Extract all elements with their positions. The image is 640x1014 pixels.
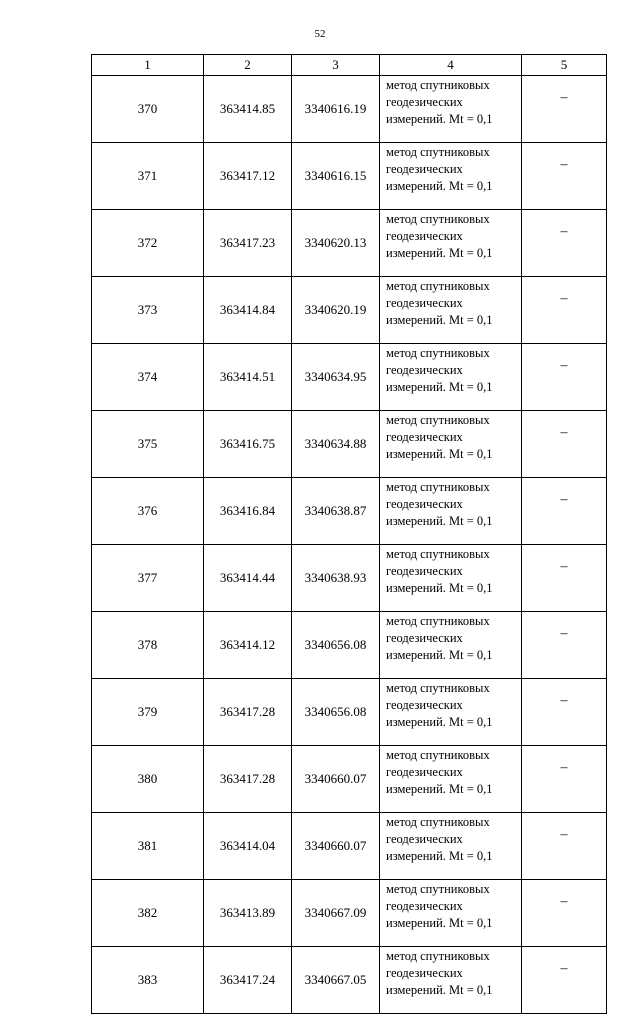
y-coordinate-cell: 3340660.07: [292, 746, 380, 813]
method-line-1: метод спутниковых: [386, 949, 490, 963]
header-col-2: 2: [204, 55, 292, 76]
table-row: [92, 545, 607, 612]
method-cell: [380, 880, 522, 947]
method-cell: [380, 411, 522, 478]
table-row: [92, 478, 607, 545]
method-line-1: метод спутниковых: [386, 681, 490, 695]
method-line-3: измерений. Mt = 0,1: [386, 380, 493, 394]
col5-cell: –: [522, 76, 607, 143]
table-row: [92, 277, 607, 344]
point-number-cell: 373: [92, 277, 204, 344]
header-col-5: 5: [522, 55, 607, 76]
y-coordinate-cell: 3340667.05: [292, 947, 380, 1014]
method-line-2: геодезических: [386, 899, 463, 913]
x-coordinate-cell: 363417.28: [204, 679, 292, 746]
method-line-2: геодезических: [386, 564, 463, 578]
col5-cell: –: [522, 210, 607, 277]
x-coordinate-cell: 363414.51: [204, 344, 292, 411]
y-coordinate-cell: 3340660.07: [292, 813, 380, 880]
method-cell: [380, 210, 522, 277]
point-number-cell: 372: [92, 210, 204, 277]
col5-cell: –: [522, 277, 607, 344]
point-number-cell: 378: [92, 612, 204, 679]
method-line-3: измерений. Mt = 0,1: [386, 246, 493, 260]
x-coordinate-cell: 363417.24: [204, 947, 292, 1014]
method-line-3: измерений. Mt = 0,1: [386, 514, 493, 528]
x-coordinate-cell: 363417.23: [204, 210, 292, 277]
header-col-4: 4: [380, 55, 522, 76]
point-number-cell: 370: [92, 76, 204, 143]
point-number-cell: 383: [92, 947, 204, 1014]
col5-cell: –: [522, 143, 607, 210]
x-coordinate-cell: 363417.12: [204, 143, 292, 210]
method-line-1: метод спутниковых: [386, 547, 490, 561]
header-col-1: 1: [92, 55, 204, 76]
y-coordinate-cell: 3340620.19: [292, 277, 380, 344]
page-number: 52: [314, 28, 326, 40]
method-line-3: измерений. Mt = 0,1: [386, 782, 493, 796]
method-line-3: измерений. Mt = 0,1: [386, 648, 493, 662]
y-coordinate-cell: 3340638.87: [292, 478, 380, 545]
table-row: [92, 76, 607, 143]
header-col-3: 3: [292, 55, 380, 76]
method-line-3: измерений. Mt = 0,1: [386, 447, 493, 461]
method-cell: [380, 947, 522, 1014]
coordinates-table: [91, 54, 607, 1014]
col5-cell: –: [522, 947, 607, 1014]
point-number-cell: 374: [92, 344, 204, 411]
method-line-1: метод спутниковых: [386, 748, 490, 762]
col5-cell: –: [522, 679, 607, 746]
method-line-2: геодезических: [386, 430, 463, 444]
method-line-3: измерений. Mt = 0,1: [386, 715, 493, 729]
method-line-2: геодезических: [386, 497, 463, 511]
method-line-2: геодезических: [386, 631, 463, 645]
method-cell: [380, 277, 522, 344]
method-line-1: метод спутниковых: [386, 78, 490, 92]
method-line-3: измерений. Mt = 0,1: [386, 179, 493, 193]
y-coordinate-cell: 3340634.95: [292, 344, 380, 411]
x-coordinate-cell: 363417.28: [204, 746, 292, 813]
col5-cell: –: [522, 612, 607, 679]
point-number-cell: 377: [92, 545, 204, 612]
method-line-1: метод спутниковых: [386, 212, 490, 226]
method-line-3: измерений. Mt = 0,1: [386, 581, 493, 595]
method-line-2: геодезических: [386, 698, 463, 712]
method-cell: [380, 478, 522, 545]
method-line-2: геодезических: [386, 832, 463, 846]
point-number-cell: 380: [92, 746, 204, 813]
method-line-1: метод спутниковых: [386, 882, 490, 896]
point-number-cell: 382: [92, 880, 204, 947]
x-coordinate-cell: 363414.85: [204, 76, 292, 143]
method-line-1: метод спутниковых: [386, 279, 490, 293]
method-line-2: геодезических: [386, 966, 463, 980]
col5-cell: –: [522, 746, 607, 813]
y-coordinate-cell: 3340656.08: [292, 679, 380, 746]
point-number-cell: 381: [92, 813, 204, 880]
method-cell: [380, 76, 522, 143]
method-line-1: метод спутниковых: [386, 346, 490, 360]
table-row: [92, 143, 607, 210]
method-line-2: геодезических: [386, 296, 463, 310]
table-row: [92, 612, 607, 679]
y-coordinate-cell: 3340620.13: [292, 210, 380, 277]
col5-cell: –: [522, 344, 607, 411]
y-coordinate-cell: 3340616.15: [292, 143, 380, 210]
y-coordinate-cell: 3340634.88: [292, 411, 380, 478]
table-row: [92, 411, 607, 478]
method-line-1: метод спутниковых: [386, 614, 490, 628]
table-header-row: [92, 55, 607, 76]
method-line-1: метод спутниковых: [386, 815, 490, 829]
table-row: [92, 880, 607, 947]
y-coordinate-cell: 3340616.19: [292, 76, 380, 143]
col5-cell: –: [522, 411, 607, 478]
y-coordinate-cell: 3340656.08: [292, 612, 380, 679]
method-line-1: метод спутниковых: [386, 145, 490, 159]
method-line-2: геодезических: [386, 363, 463, 377]
method-line-3: измерений. Mt = 0,1: [386, 112, 493, 126]
point-number-cell: 375: [92, 411, 204, 478]
method-line-3: измерений. Mt = 0,1: [386, 916, 493, 930]
method-line-2: геодезических: [386, 765, 463, 779]
table-row: [92, 947, 607, 1014]
method-cell: [380, 545, 522, 612]
method-line-3: измерений. Mt = 0,1: [386, 849, 493, 863]
col5-cell: –: [522, 813, 607, 880]
point-number-cell: 379: [92, 679, 204, 746]
x-coordinate-cell: 363414.44: [204, 545, 292, 612]
method-line-1: метод спутниковых: [386, 480, 490, 494]
col5-cell: –: [522, 880, 607, 947]
method-line-1: метод спутниковых: [386, 413, 490, 427]
method-line-2: геодезических: [386, 162, 463, 176]
method-cell: [380, 143, 522, 210]
point-number-cell: 376: [92, 478, 204, 545]
point-number-cell: 371: [92, 143, 204, 210]
x-coordinate-cell: 363414.12: [204, 612, 292, 679]
table-row: [92, 344, 607, 411]
col5-cell: –: [522, 478, 607, 545]
method-cell: [380, 813, 522, 880]
y-coordinate-cell: 3340667.09: [292, 880, 380, 947]
x-coordinate-cell: 363416.75: [204, 411, 292, 478]
method-cell: [380, 746, 522, 813]
y-coordinate-cell: 3340638.93: [292, 545, 380, 612]
method-line-2: геодезических: [386, 95, 463, 109]
x-coordinate-cell: 363414.84: [204, 277, 292, 344]
table-row: [92, 679, 607, 746]
x-coordinate-cell: 363413.89: [204, 880, 292, 947]
x-coordinate-cell: 363414.04: [204, 813, 292, 880]
method-cell: [380, 612, 522, 679]
table-row: [92, 813, 607, 880]
method-line-2: геодезических: [386, 229, 463, 243]
method-line-3: измерений. Mt = 0,1: [386, 313, 493, 327]
method-line-3: измерений. Mt = 0,1: [386, 983, 493, 997]
method-cell: [380, 344, 522, 411]
x-coordinate-cell: 363416.84: [204, 478, 292, 545]
table-row: [92, 746, 607, 813]
col5-cell: –: [522, 545, 607, 612]
table-row: [92, 210, 607, 277]
method-cell: [380, 679, 522, 746]
